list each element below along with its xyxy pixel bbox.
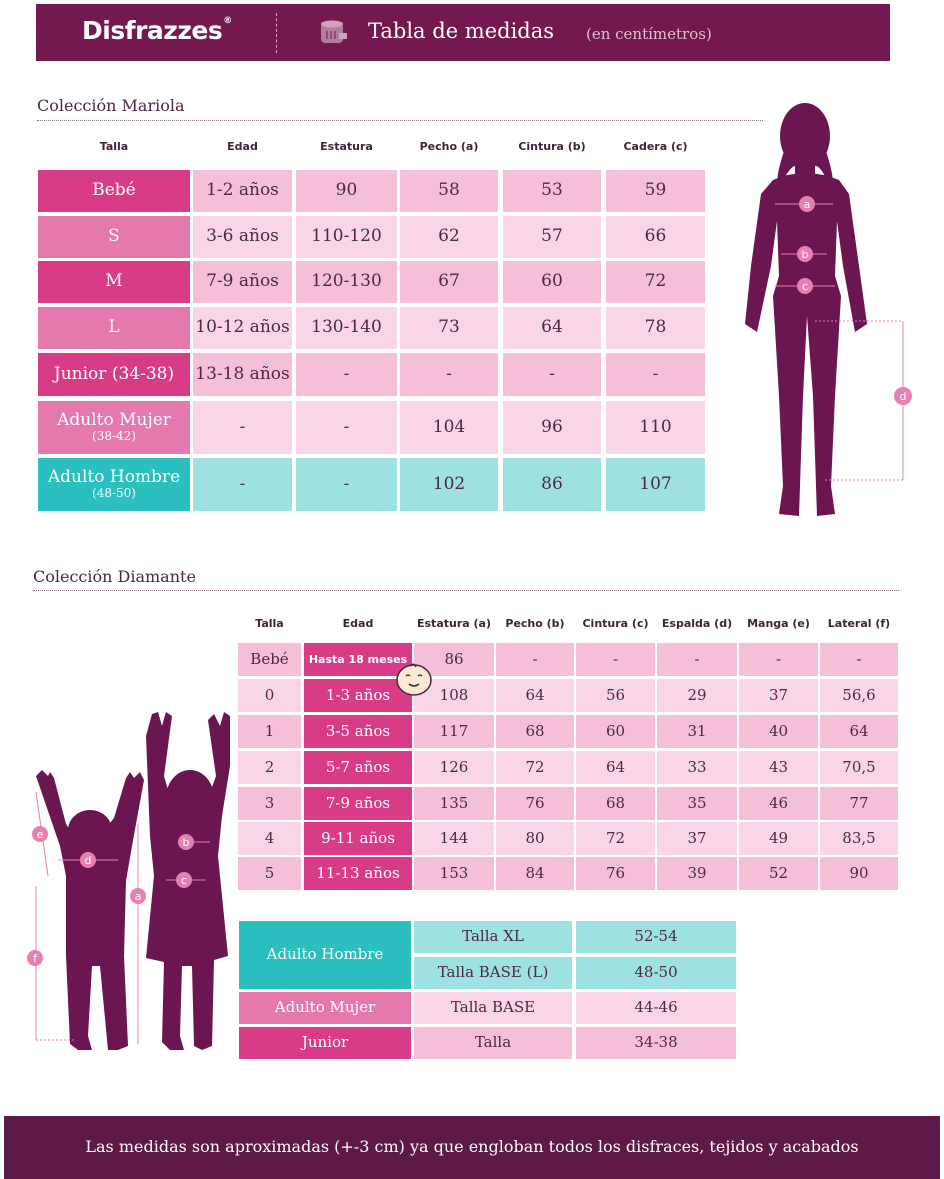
diamante-header: Estatura (a) bbox=[417, 617, 491, 630]
mariola-talla-sub: (48-50) bbox=[92, 486, 136, 501]
diamante-talla-cell: 1 bbox=[238, 715, 301, 748]
diamante-edad-cell: 5-7 años bbox=[304, 751, 412, 784]
diamante-header: Pecho (b) bbox=[505, 617, 565, 630]
mariola-header: Estatura bbox=[320, 140, 373, 153]
mariola-talla-label: Junior (34-38) bbox=[53, 363, 175, 384]
diamante-talla-cell: 3 bbox=[238, 787, 301, 820]
mariola-cell: 78 bbox=[606, 307, 705, 349]
mariola-talla-cell bbox=[38, 261, 190, 303]
mariola-cell: 62 bbox=[400, 216, 498, 258]
diamante-cell: 72 bbox=[576, 822, 655, 855]
mariola-cell: 107 bbox=[606, 458, 705, 511]
marker-a: a bbox=[134, 890, 142, 903]
mariola-title: Colección Mariola bbox=[37, 96, 185, 115]
baby-face-icon bbox=[394, 662, 434, 698]
mariola-cell: 53 bbox=[503, 170, 601, 212]
diamante-talla-cell: 2 bbox=[238, 751, 301, 784]
mariola-header: Pecho (a) bbox=[419, 140, 479, 153]
footer-banner bbox=[4, 1116, 940, 1179]
mariola-cell: 102 bbox=[400, 458, 498, 511]
diamante-cell: 144 bbox=[414, 822, 494, 855]
woman-figure bbox=[735, 96, 915, 526]
mariola-cell: 1-2 años bbox=[193, 170, 292, 212]
mariola-cell: - bbox=[193, 401, 292, 454]
diamante-cell: 108 bbox=[414, 679, 494, 712]
diamante-edad-cell: 1-3 años bbox=[304, 679, 412, 712]
adult-group-junior: Junior bbox=[239, 1027, 411, 1059]
mariola-talla-label: L bbox=[108, 317, 120, 338]
diamante-edad-cell: 11-13 años bbox=[304, 857, 412, 890]
footer-note: Las medidas son aproximadas (+-3 cm) ya que engloban todos los disfraces, tejidos y acabados bbox=[85, 1137, 859, 1156]
marker-e: e bbox=[36, 828, 44, 841]
diamante-cell: - bbox=[739, 643, 818, 676]
diamante-cell: 29 bbox=[657, 679, 737, 712]
mariola-talla-label: M bbox=[105, 271, 123, 292]
adult-size-label: Talla bbox=[414, 1027, 572, 1059]
mariola-cell: 59 bbox=[606, 170, 705, 212]
mariola-cell: 67 bbox=[400, 261, 498, 303]
marker-d: d bbox=[84, 854, 92, 867]
diamante-cell: 76 bbox=[496, 787, 574, 820]
diamante-cell: - bbox=[496, 643, 574, 676]
mariola-talla-cell bbox=[38, 353, 190, 396]
mariola-cell: 10-12 años bbox=[193, 307, 292, 349]
mariola-cell: 73 bbox=[400, 307, 498, 349]
diamante-header: Talla bbox=[255, 617, 284, 630]
diamante-cell: 84 bbox=[496, 857, 574, 890]
mariola-cell: 57 bbox=[503, 216, 601, 258]
adult-group-mujer: Adulto Mujer bbox=[239, 992, 411, 1024]
brand-mark: ® bbox=[223, 16, 232, 26]
marker-d: d bbox=[899, 390, 907, 403]
mariola-cell: 130-140 bbox=[296, 307, 397, 349]
diamante-cell: 31 bbox=[657, 715, 737, 748]
diamante-cell: 72 bbox=[496, 751, 574, 784]
diamante-cell: 80 bbox=[496, 822, 574, 855]
mariola-header: Cadera (c) bbox=[623, 140, 688, 153]
diamante-cell: 135 bbox=[414, 787, 494, 820]
mariola-cell: - bbox=[296, 401, 397, 454]
diamante-cell: 86 bbox=[414, 643, 494, 676]
diamante-cell: 49 bbox=[739, 822, 818, 855]
mariola-cell: - bbox=[503, 353, 601, 396]
diamante-cell: 35 bbox=[657, 787, 737, 820]
mariola-cell: - bbox=[193, 458, 292, 511]
diamante-edad-cell: 7-9 años bbox=[304, 787, 412, 820]
mariola-cell: - bbox=[606, 353, 705, 396]
diamante-talla-cell: 5 bbox=[238, 857, 301, 890]
mariola-cell: 3-6 años bbox=[193, 216, 292, 258]
adult-size-value: 48-50 bbox=[576, 957, 736, 989]
mariola-cell: 110 bbox=[606, 401, 705, 454]
diamante-header: Lateral (f) bbox=[827, 617, 891, 630]
header-divider bbox=[276, 13, 277, 53]
mariola-cell: 86 bbox=[503, 458, 601, 511]
mariola-talla-label: S bbox=[108, 226, 120, 247]
mariola-cell: 110-120 bbox=[296, 216, 397, 258]
mariola-cell: - bbox=[296, 458, 397, 511]
children-figure bbox=[22, 706, 242, 1070]
diamante-cell: 90 bbox=[820, 857, 898, 890]
diamante-talla-cell: 0 bbox=[238, 679, 301, 712]
diamante-cell: 76 bbox=[576, 857, 655, 890]
diamante-cell: 56 bbox=[576, 679, 655, 712]
mariola-talla-cell bbox=[38, 170, 190, 212]
page-title: Tabla de medidas bbox=[368, 19, 555, 43]
adult-group-hombre: Adulto Hombre bbox=[239, 921, 411, 989]
diamante-cell: 77 bbox=[820, 787, 898, 820]
mariola-cell: 96 bbox=[503, 401, 601, 454]
diamante-cell: 64 bbox=[496, 679, 574, 712]
diamante-cell: 68 bbox=[496, 715, 574, 748]
diamante-cell: - bbox=[657, 643, 737, 676]
diamante-cell: - bbox=[576, 643, 655, 676]
diamante-header: Edad bbox=[342, 617, 374, 630]
marker-b: b bbox=[801, 248, 809, 261]
diamante-cell: 37 bbox=[657, 822, 737, 855]
diamante-cell: 43 bbox=[739, 751, 818, 784]
diamante-edad-cell: 9-11 años bbox=[304, 822, 412, 855]
diamante-cell: 40 bbox=[739, 715, 818, 748]
mariola-cell: 104 bbox=[400, 401, 498, 454]
mariola-cell: 66 bbox=[606, 216, 705, 258]
tape-measure-icon bbox=[319, 19, 347, 45]
diamante-header: Manga (e) bbox=[747, 617, 810, 630]
diamante-cell: 46 bbox=[739, 787, 818, 820]
mariola-talla-label: Adulto Mujer bbox=[57, 410, 171, 431]
adult-size-label: Talla BASE bbox=[414, 992, 572, 1024]
diamante-title: Colección Diamante bbox=[33, 567, 196, 586]
mariola-header: Cintura (b) bbox=[518, 140, 586, 153]
mariola-cell: 13-18 años bbox=[193, 353, 292, 396]
mariola-header: Talla bbox=[99, 140, 129, 153]
adult-size-label: Talla XL bbox=[414, 921, 572, 953]
mariola-talla-cell bbox=[38, 401, 190, 454]
mariola-talla-cell bbox=[38, 458, 190, 511]
diamante-cell: 52 bbox=[739, 857, 818, 890]
marker-c: c bbox=[801, 280, 809, 293]
diamante-cell: 39 bbox=[657, 857, 737, 890]
diamante-cell: 64 bbox=[820, 715, 898, 748]
diamante-cell: 64 bbox=[576, 751, 655, 784]
mariola-talla-cell bbox=[38, 216, 190, 258]
mariola-talla-label: Adulto Hombre bbox=[47, 467, 181, 488]
diamante-divider bbox=[33, 590, 899, 591]
adult-size-value: 52-54 bbox=[576, 921, 736, 953]
diamante-edad-cell: Hasta 18 meses bbox=[304, 643, 412, 676]
marker-c: c bbox=[180, 874, 188, 887]
diamante-header: Cintura (c) bbox=[582, 617, 649, 630]
adult-size-value: 34-38 bbox=[576, 1027, 736, 1059]
diamante-cell: 68 bbox=[576, 787, 655, 820]
mariola-cell: 72 bbox=[606, 261, 705, 303]
marker-f: f bbox=[33, 952, 37, 965]
mariola-cell: 64 bbox=[503, 307, 601, 349]
marker-a: a bbox=[803, 198, 811, 211]
diamante-cell: 83,5 bbox=[820, 822, 898, 855]
mariola-cell: 7-9 años bbox=[193, 261, 292, 303]
diamante-cell: 70,5 bbox=[820, 751, 898, 784]
mariola-cell: 120-130 bbox=[296, 261, 397, 303]
mariola-talla-label: Bebé bbox=[92, 180, 136, 201]
diamante-talla-cell: 4 bbox=[238, 822, 301, 855]
diamante-cell: 153 bbox=[414, 857, 494, 890]
diamante-header: Espalda (d) bbox=[661, 617, 733, 630]
mariola-cell: - bbox=[400, 353, 498, 396]
header-banner bbox=[36, 4, 890, 61]
adult-size-value: 44-46 bbox=[576, 992, 736, 1024]
mariola-header: Edad bbox=[227, 140, 258, 153]
mariola-talla-sub: (38-42) bbox=[92, 429, 136, 444]
mariola-cell: - bbox=[296, 353, 397, 396]
diamante-cell: 33 bbox=[657, 751, 737, 784]
adult-size-label: Talla BASE (L) bbox=[414, 957, 572, 989]
diamante-edad-cell: 3-5 años bbox=[304, 715, 412, 748]
mariola-talla-cell bbox=[38, 307, 190, 349]
diamante-cell: 117 bbox=[414, 715, 494, 748]
page-subtitle: (en centímetros) bbox=[586, 25, 712, 43]
diamante-cell: 60 bbox=[576, 715, 655, 748]
diamante-talla-cell: Bebé bbox=[238, 643, 301, 676]
brand-logo bbox=[82, 16, 232, 45]
mariola-cell: 90 bbox=[296, 170, 397, 212]
brand-name: Disfrazzes bbox=[82, 16, 223, 45]
diamante-cell: - bbox=[820, 643, 898, 676]
diamante-cell: 126 bbox=[414, 751, 494, 784]
mariola-cell: 60 bbox=[503, 261, 601, 303]
diamante-cell: 56,6 bbox=[820, 679, 898, 712]
marker-b: b bbox=[182, 836, 190, 849]
mariola-divider bbox=[37, 120, 763, 121]
diamante-cell: 37 bbox=[739, 679, 818, 712]
mariola-cell: 58 bbox=[400, 170, 498, 212]
